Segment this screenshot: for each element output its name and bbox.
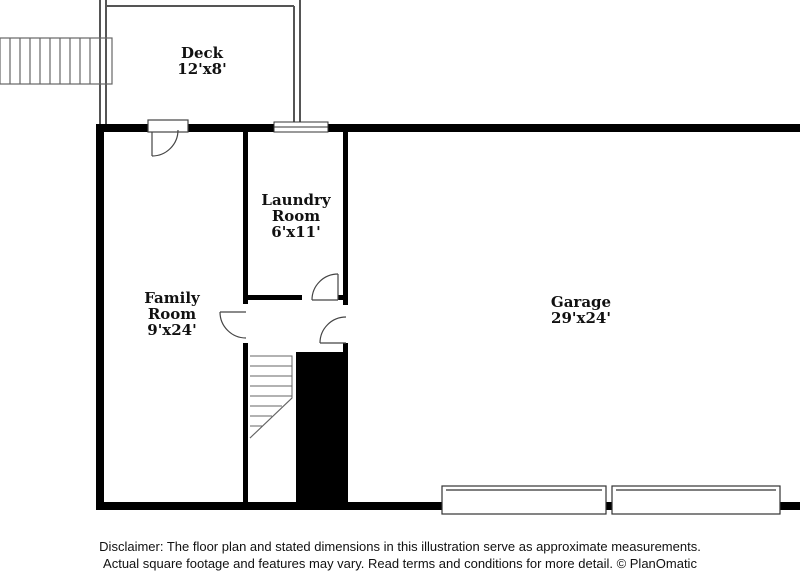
interior-walls xyxy=(243,130,348,502)
family-dims: 9'x24' xyxy=(147,321,197,339)
deck-name: Deck xyxy=(180,44,224,62)
family-name-line2: Room xyxy=(147,305,197,323)
disclaimer-line-2: Actual square footage and features may vary. Read terms and conditions for more detail. © PlanOmatic xyxy=(103,556,697,571)
garage-dims: 29'x24' xyxy=(551,309,611,327)
garage-name: Garage xyxy=(550,293,612,311)
laundry-name-line1: Laundry xyxy=(261,191,331,209)
disclaimer xyxy=(0,538,800,572)
deck-dims: 12'x8' xyxy=(177,60,227,78)
family-name-line1: Family xyxy=(144,289,200,307)
deck-stairs xyxy=(0,38,112,84)
laundry-name-line2: Room xyxy=(271,207,321,225)
interior-stairs xyxy=(250,356,292,438)
exterior-walls xyxy=(96,124,800,510)
laundry-dims: 6'x11' xyxy=(271,223,321,241)
disclaimer-line-1: Disclaimer: The floor plan and stated dimensions in this illustration serve as approximate measurements. xyxy=(99,539,701,554)
laundry-window xyxy=(274,122,328,132)
